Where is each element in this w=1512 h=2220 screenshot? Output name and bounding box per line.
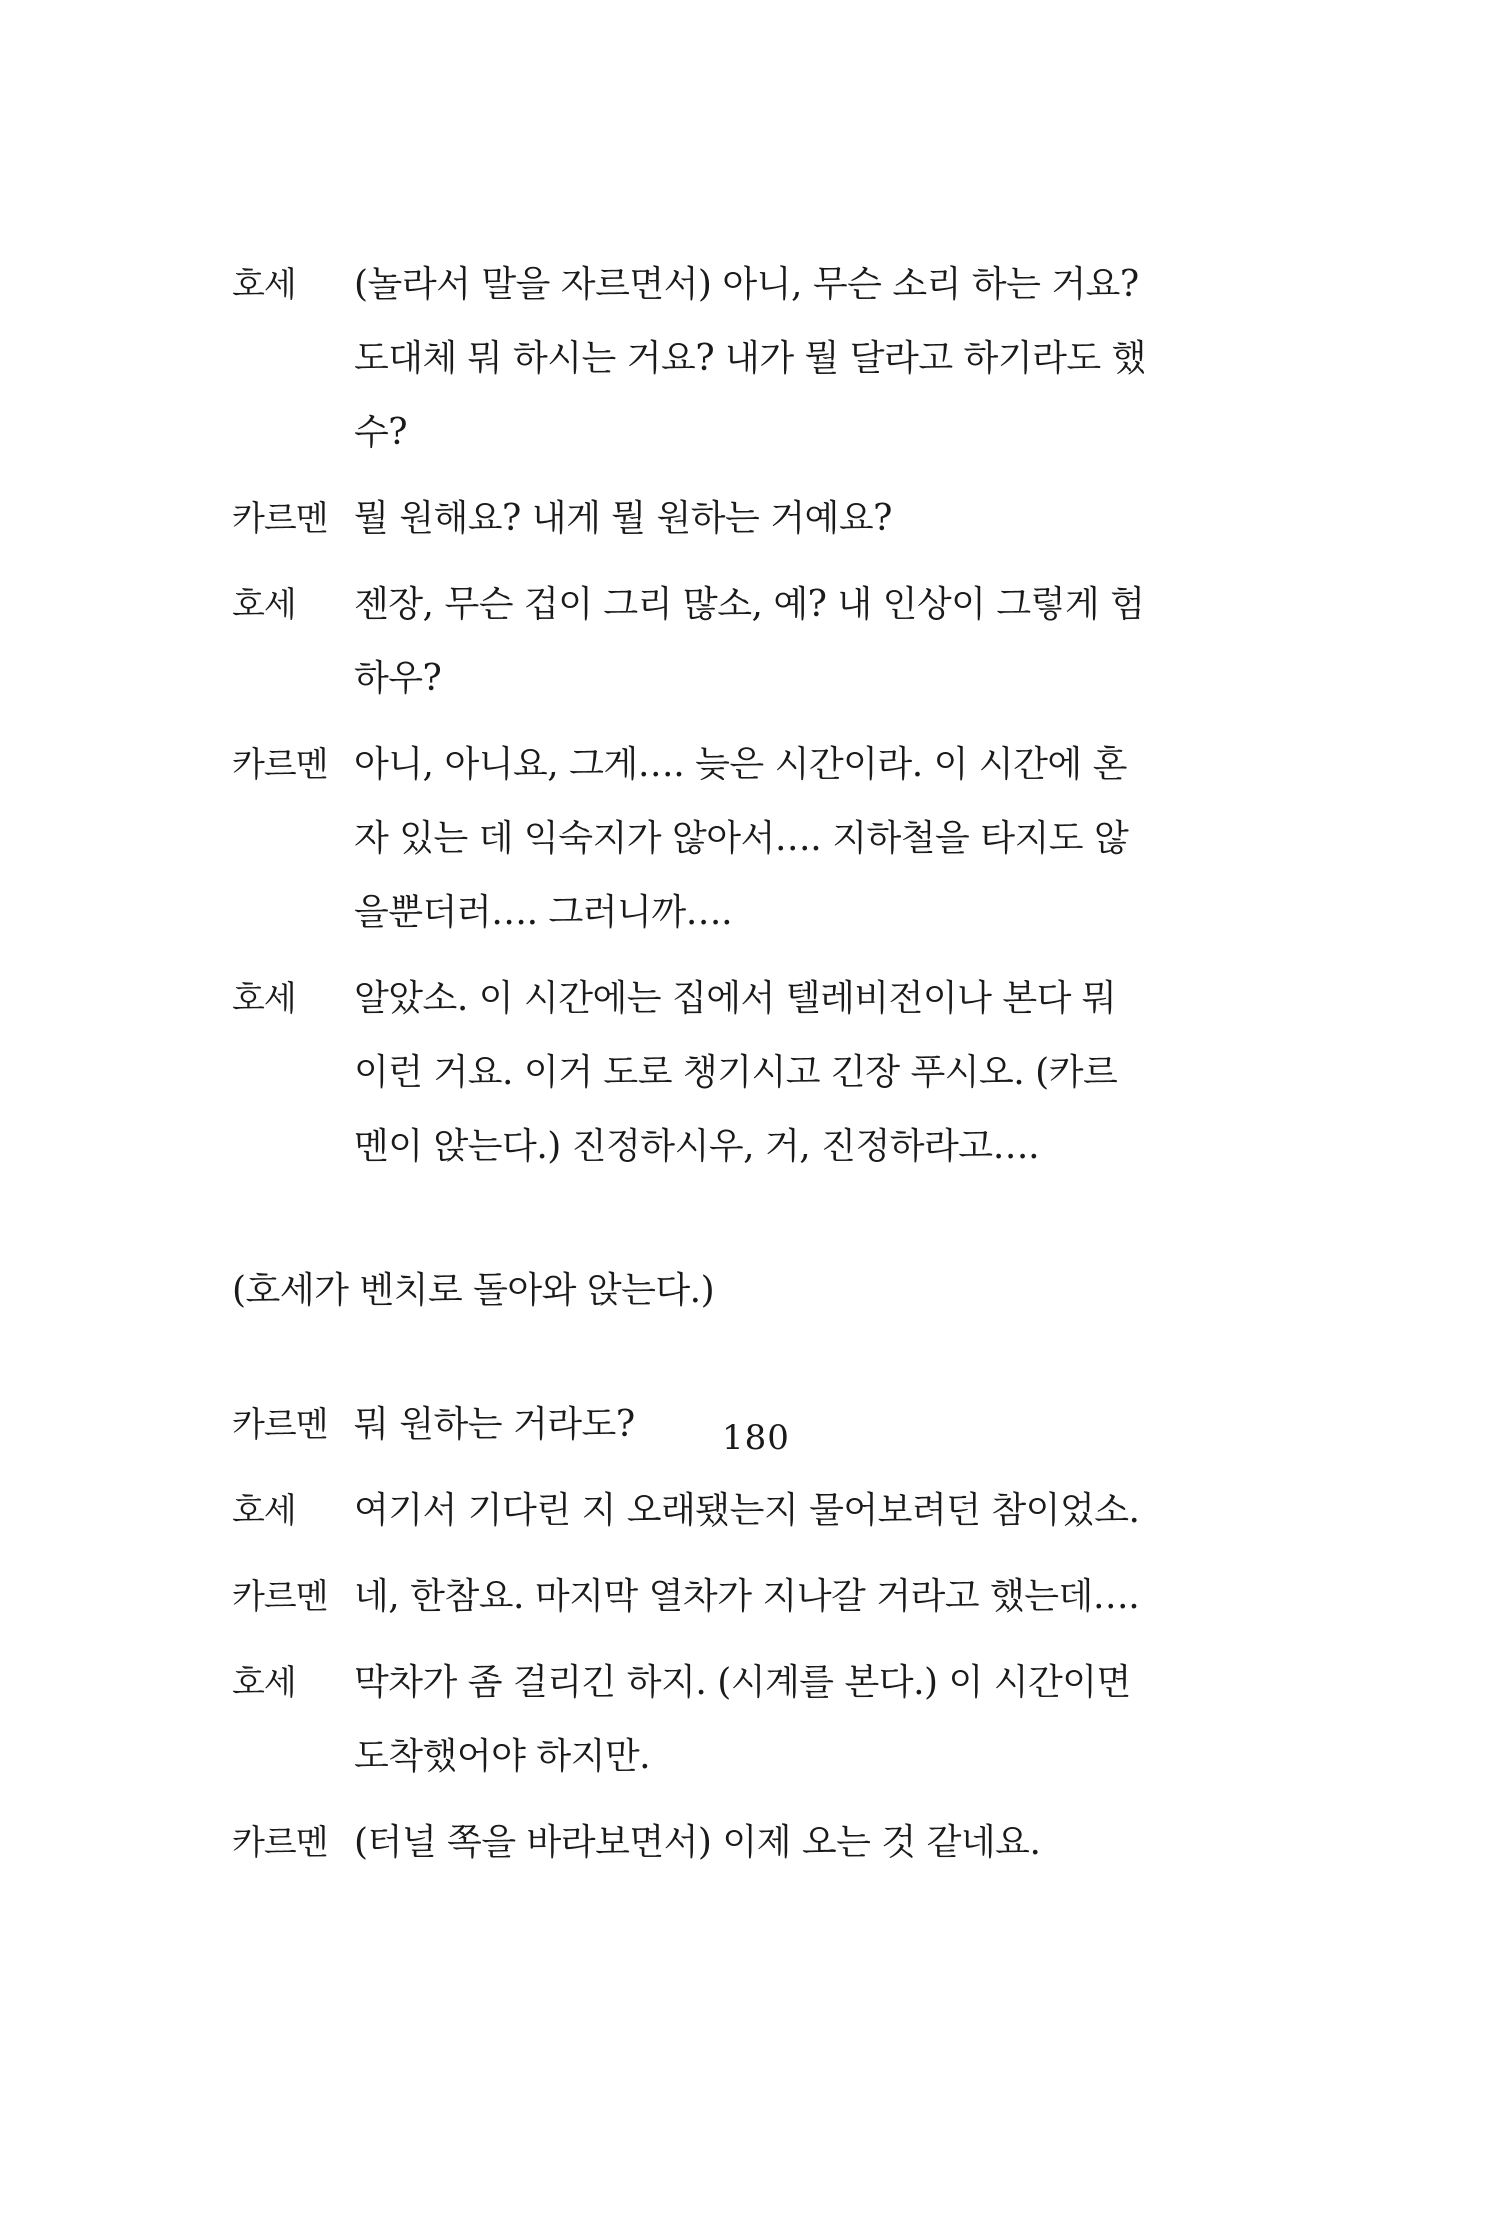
text-line: 도착했어야 하지만. — [354, 1736, 651, 1777]
dialogue-text — [354, 1806, 1172, 1880]
dialogue-line — [232, 1474, 1172, 1548]
speaker-name: 카르멘 — [232, 745, 328, 785]
dialogue-text — [354, 1474, 1172, 1548]
speaker-name: 호세 — [232, 1663, 296, 1703]
dialogue-line — [232, 1806, 1172, 1880]
speaker-name: 카르멘 — [232, 1405, 328, 1445]
speaker-name: 호세 — [232, 1491, 296, 1531]
text-line: 을뿐더러…. 그러니까…. — [354, 892, 733, 933]
dialogue-line — [232, 568, 1172, 716]
dialogue-text — [354, 568, 1172, 716]
speaker-name: 호세 — [232, 979, 296, 1019]
text-line: 젠장, 무슨 겁이 그리 많소, 예? 내 인상이 그렇게 험 — [354, 584, 1145, 625]
script-body — [232, 248, 1172, 1892]
text-line: 멘이 앉는다.) 진정하시우, 거, 진정하라고…. — [354, 1126, 1040, 1167]
dialogue-line — [232, 962, 1172, 1184]
text-line: 수? — [354, 412, 408, 453]
dialogue-line — [232, 728, 1172, 950]
speaker-name: 카르멘 — [232, 499, 328, 539]
text-line: (놀라서 말을 자르면서) 아니, 무슨 소리 하는 거요? — [354, 264, 1139, 305]
dialogue-line — [232, 248, 1172, 470]
dialogue-text — [354, 248, 1172, 470]
dialogue-text — [354, 482, 1172, 556]
dialogue-text — [354, 962, 1172, 1184]
text-line: 뭘 원해요? 내게 뭘 원하는 거예요? — [354, 498, 892, 539]
text-line: 아니, 아니요, 그게…. 늦은 시간이라. 이 시간에 혼 — [354, 744, 1127, 785]
speaker-name: 호세 — [232, 585, 296, 625]
dialogue-text — [354, 1646, 1172, 1794]
text-line: 여기서 기다린 지 오래됐는지 물어보려던 참이었소. — [354, 1490, 1140, 1531]
text-line: (터널 쪽을 바라보면서) 이제 오는 것 같네요. — [354, 1822, 1041, 1863]
dialogue-line — [232, 1646, 1172, 1794]
text-line: 알았소. 이 시간에는 집에서 텔레비전이나 본다 뭐 — [354, 978, 1117, 1019]
speaker-name: 카르멘 — [232, 1577, 328, 1617]
dialogue-text — [354, 1560, 1172, 1634]
text-line: 도대체 뭐 하시는 거요? 내가 뭘 달라고 하기라도 했 — [354, 338, 1146, 379]
spacer — [232, 1328, 1172, 1388]
text-line: 자 있는 데 익숙지가 않아서…. 지하철을 타지도 않 — [354, 818, 1129, 859]
speaker-name: 카르멘 — [232, 1823, 328, 1863]
text-line: 뭐 원하는 거라도? — [354, 1404, 635, 1445]
text-line: 이런 거요. 이거 도로 챙기시고 긴장 푸시오. (카르 — [354, 1052, 1118, 1093]
page-number: 180 — [722, 1418, 790, 1458]
dialogue-text — [354, 728, 1172, 950]
stage-direction: (호세가 벤치로 돌아와 앉는다.) — [232, 1270, 715, 1311]
dialogue-line — [232, 1560, 1172, 1634]
text-line: 막차가 좀 걸리긴 하지. (시계를 본다.) 이 시간이면 — [354, 1662, 1131, 1703]
text-line: 하우? — [354, 658, 442, 699]
spacer — [232, 1196, 1172, 1254]
dialogue-line — [232, 482, 1172, 556]
text-line: 네, 한참요. 마지막 열차가 지나갈 거라고 했는데…. — [354, 1576, 1140, 1617]
speaker-name: 호세 — [232, 265, 296, 305]
